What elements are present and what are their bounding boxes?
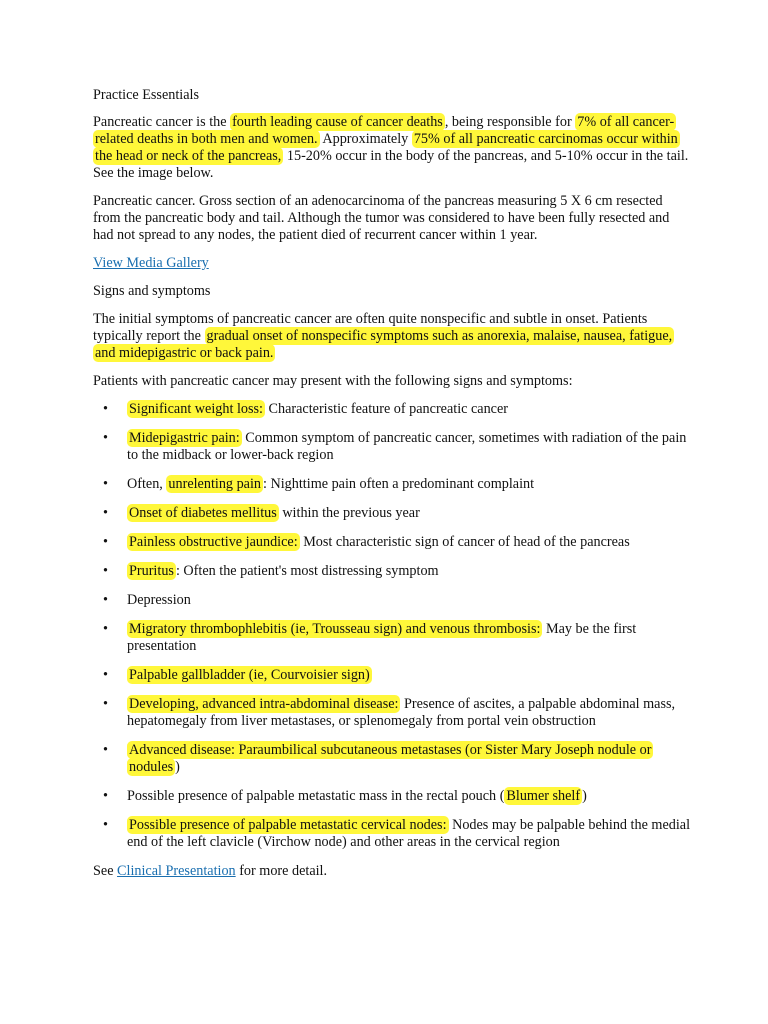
item-post: within the previous year bbox=[278, 505, 420, 521]
item-highlight: unrelenting pain bbox=[168, 476, 261, 492]
item-highlight: Pruritus bbox=[129, 563, 174, 579]
footer-pre: See bbox=[93, 863, 118, 879]
bullet-icon: • bbox=[103, 430, 108, 446]
initial-text: The initial symptoms of pancreatic cancer are often quite nonspecific and subtle in onset. Patients typically report the bbox=[93, 311, 648, 344]
media-gallery-paragraph bbox=[93, 255, 693, 272]
item-post: Most characteristic sign of cancer of head of the pancreas bbox=[299, 534, 630, 550]
list-item bbox=[93, 563, 693, 580]
clinical-presentation-link[interactable]: Clinical Presentation bbox=[117, 863, 236, 879]
intro-text-4: 15-20% occur in the body of the pancreas, and 5-10% occur in the tail. See the image below. bbox=[93, 148, 689, 181]
highlight-seven-percent: 7% of all cancer-related deaths in both men and women. bbox=[95, 114, 675, 147]
item-highlight: Developing, advanced intra-abdominal disease: bbox=[129, 696, 399, 712]
footer-post: for more detail. bbox=[235, 863, 328, 879]
list-item bbox=[93, 696, 693, 730]
list-item bbox=[93, 505, 693, 522]
list-item bbox=[93, 592, 693, 609]
intro-text-3: Approximately bbox=[319, 131, 412, 147]
bullet-icon: • bbox=[103, 696, 108, 712]
item-highlight: Migratory thrombophlebitis (ie, Trousseau sign) and venous thrombosis: bbox=[129, 621, 541, 637]
bullet-icon: • bbox=[103, 401, 108, 417]
item-post: Common symptom of pancreatic cancer, sometimes with radiation of the pain to the midback or lower-back region bbox=[127, 430, 687, 463]
section-heading-signs-symptoms: Signs and symptoms bbox=[93, 283, 211, 299]
item-post: Nodes may be palpable behind the medial end of the left clavicle (Virchow node) and other areas in the cervical region bbox=[127, 817, 691, 850]
list-item bbox=[93, 476, 693, 493]
image-caption: Pancreatic cancer. Gross section of an adenocarcinoma of the pancreas measuring 5 X 6 cm resected from the pancreatic body and tail. Although the tumor was considered to have been fully resected and had not spread to any nodes, the patient died of recurrent cancer within 1 year. bbox=[93, 193, 670, 243]
item-highlight: Advanced disease: Paraumbilical subcutaneous metastases (or Sister Mary Joseph nodule or nodules bbox=[129, 742, 652, 775]
intro-text-2: , being responsible for bbox=[444, 114, 576, 130]
item-highlight: Blumer shelf bbox=[506, 788, 581, 804]
initial-symptoms-paragraph bbox=[93, 311, 693, 362]
list-item bbox=[93, 621, 693, 655]
footer-paragraph bbox=[93, 863, 693, 880]
item-highlight: Painless obstructive jaundice: bbox=[129, 534, 298, 550]
item-highlight: Midepigastric pain: bbox=[129, 430, 240, 446]
item-post: : Nighttime pain often a predominant complaint bbox=[263, 476, 535, 492]
item-highlight: Possible presence of palpable metastatic cervical nodes: bbox=[129, 817, 447, 833]
bullet-icon: • bbox=[103, 788, 108, 804]
item-post: Characteristic feature of pancreatic cancer bbox=[265, 401, 508, 417]
document-page bbox=[93, 87, 693, 880]
item-pre: Depression bbox=[127, 592, 191, 608]
bullet-icon: • bbox=[103, 621, 108, 637]
bullet-icon: • bbox=[103, 817, 108, 833]
bullet-icon: • bbox=[103, 592, 108, 608]
item-post: Presence of ascites, a palpable abdominal mass, hepatomegaly from liver metastases, or splenomegaly from portal vein obstruction bbox=[127, 696, 676, 729]
item-pre: Often, bbox=[127, 476, 167, 492]
item-post: May be the first presentation bbox=[127, 621, 637, 654]
bullet-icon: • bbox=[103, 505, 108, 521]
intro-text-1: Pancreatic cancer is the bbox=[93, 114, 231, 130]
list-item bbox=[93, 534, 693, 551]
item-highlight: Significant weight loss: bbox=[129, 401, 263, 417]
item-post: ) bbox=[175, 759, 180, 775]
highlight-fourth-leading-cause: fourth leading cause of cancer deaths bbox=[232, 114, 443, 130]
list-item bbox=[93, 430, 693, 464]
item-pre: Possible presence of palpable metastatic mass in the rectal pouch ( bbox=[127, 788, 505, 804]
item-highlight: Onset of diabetes mellitus bbox=[129, 505, 277, 521]
bullet-icon: • bbox=[103, 742, 108, 758]
intro-paragraph bbox=[93, 114, 693, 182]
item-post: ) bbox=[582, 788, 587, 804]
section-heading-practice-essentials: Practice Essentials bbox=[93, 87, 199, 103]
item-post: : Often the patient's most distressing symptom bbox=[175, 563, 439, 579]
bullet-icon: • bbox=[103, 534, 108, 550]
symptom-list bbox=[93, 401, 693, 851]
list-item bbox=[93, 742, 693, 776]
list-item bbox=[93, 401, 693, 418]
list-item bbox=[93, 788, 693, 805]
bullet-icon: • bbox=[103, 667, 108, 683]
list-item bbox=[93, 667, 693, 684]
list-item bbox=[93, 817, 693, 851]
highlight-gradual-onset: gradual onset of nonspecific symptoms such as anorexia, malaise, nausea, fatigue, and midepigastric or back pain. bbox=[95, 328, 673, 361]
bullet-icon: • bbox=[103, 476, 108, 492]
view-media-gallery-link[interactable]: View Media Gallery bbox=[93, 255, 209, 271]
present-intro: Patients with pancreatic cancer may present with the following signs and symptoms: bbox=[93, 373, 573, 389]
bullet-icon: • bbox=[103, 563, 108, 579]
highlight-seventy-five-percent: 75% of all pancreatic carcinomas occur within the head or neck of the pancreas, bbox=[95, 131, 678, 164]
item-highlight: Palpable gallbladder (ie, Courvoisier sign) bbox=[129, 667, 370, 683]
